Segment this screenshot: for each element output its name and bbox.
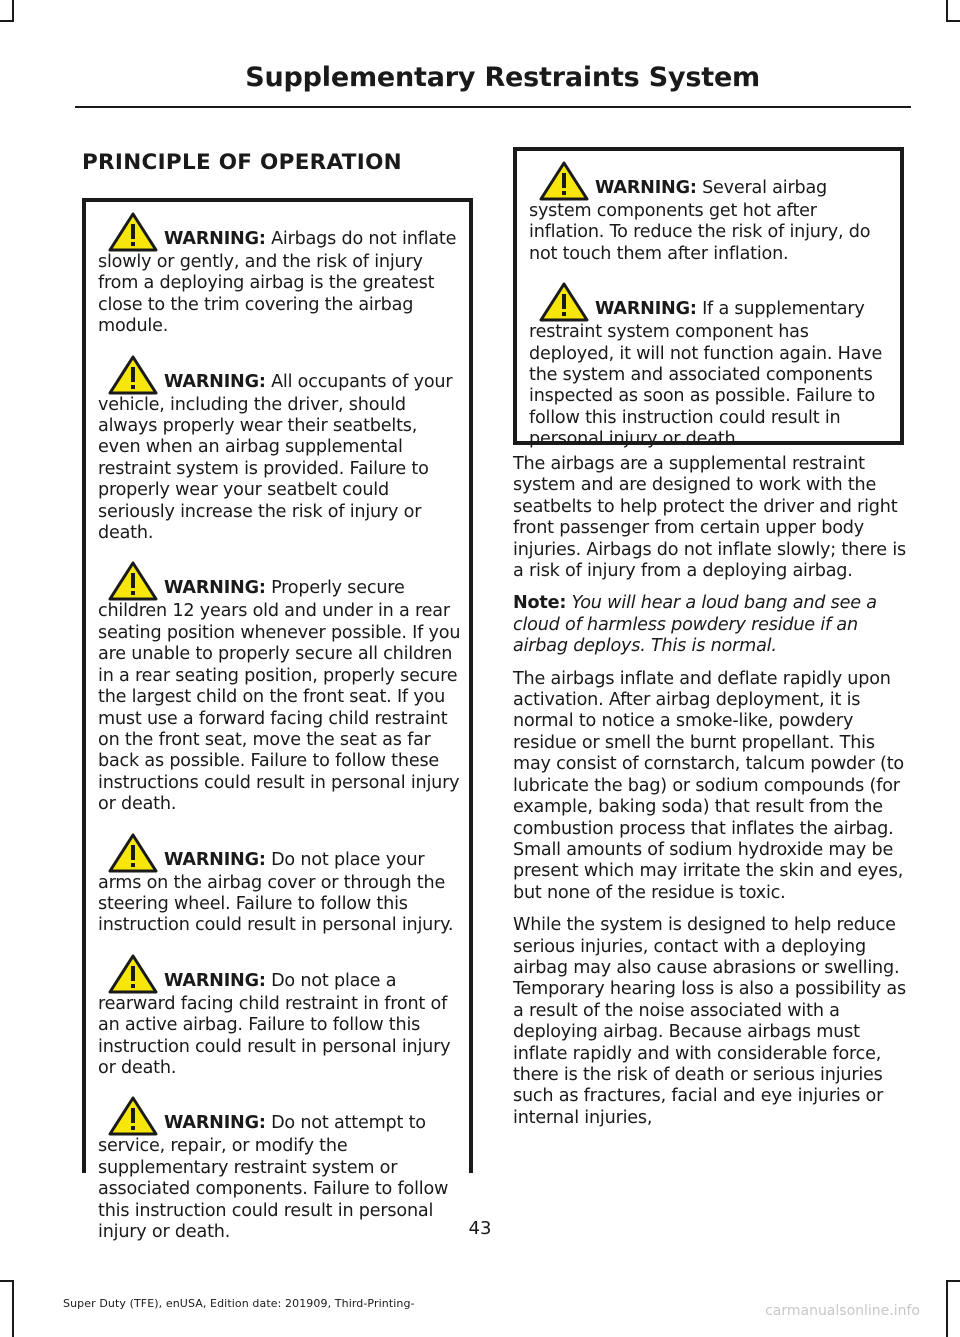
warning-item — [98, 833, 463, 937]
paragraph: While the system is designed to help reduce serious injuries, contact with a deploying airbag may also cause abrasions or swelling. Temporary hearing loss is also a possibility as a result of the noise associated with a deploying airbag. Because airbags must inflate rapidly and with considerable force, there is the risk of death or serious injuries such as fractures, facial and eye injuries or internal injuries, — [513, 915, 906, 1128]
warning-text: All occupants of your vehicle, including the driver, should always properly wear their seatbelts, even when an airbag supplemental restraint system is provided. Failure to properly wear your seatbelt could seriously increase the risk of injury or death. — [98, 371, 453, 544]
note-text: You will hear a loud bang and see a cloud of harmless powdery residue if an airbag deploys. This is normal. — [513, 593, 877, 657]
warning-label: WARNING: — [164, 578, 266, 599]
section-title: PRINCIPLE OF OPERATION — [82, 150, 402, 175]
warning-triangle-icon — [108, 833, 158, 873]
warning-text: Do not attempt to service, repair, or modify the supplementary restraint system or associated components. Failure to follow this instruction could result in personal injury or death. — [98, 1113, 449, 1242]
warning-item — [98, 561, 463, 815]
crop-mark — [946, 0, 948, 22]
crop-mark — [946, 20, 960, 22]
warning-list — [517, 151, 900, 451]
crop-mark — [12, 0, 14, 22]
crop-mark — [946, 1280, 960, 1282]
warning-label: WARNING: — [595, 178, 697, 198]
warning-triangle-icon — [108, 954, 158, 994]
warning-text: Do not place your arms on the airbag cover or through the steering wheel. Failure to follow this instruction could result in personal injury. — [98, 849, 454, 936]
page-number: 43 — [468, 1218, 492, 1239]
warning-item — [529, 282, 894, 450]
warning-box-right — [513, 147, 904, 450]
warning-text: Several airbag system components get hot after inflation. To reduce the risk of injury, do not touch them after inflation. — [529, 178, 871, 264]
warning-item — [98, 212, 463, 338]
warning-triangle-icon — [108, 212, 158, 252]
warning-box-left — [82, 198, 473, 1242]
warning-list — [86, 202, 469, 1243]
footer-edition: Super Duty (TFE), enUSA, Edition date: 201909, Third-Printing- — [63, 1297, 415, 1310]
warning-text: Do not place a rearward facing child restraint in front of an active airbag. Failure to follow this instruction could result in personal injury or death. — [98, 970, 451, 1078]
warning-item — [98, 355, 463, 545]
warning-text: Airbags do not inflate slowly or gently, and the risk of injury from a deploying airbag is the greatest close to the trim covering the airbag module. — [98, 229, 457, 337]
warning-triangle-icon — [108, 355, 158, 395]
note-label: Note: — [513, 593, 567, 614]
page-header-title: Supplementary Restraints System — [245, 62, 760, 93]
warning-triangle-icon — [539, 282, 589, 322]
crop-mark — [946, 1280, 948, 1337]
warning-label: WARNING: — [164, 229, 266, 249]
warning-triangle-icon — [539, 161, 589, 201]
paragraph: The airbags inflate and deflate rapidly upon activation. After airbag deployment, it is normal to notice a smoke-like, powdery residue or smell the burnt propellant. This may consist of cornstarch, talcum powder (to lubricate the bag) or sodium compounds (for example, baking soda) that result from the combustion process that inflates the airbag. Small amounts of sodium hydroxide may be present which may irritate the skin and eyes, but none of the residue is toxic. — [513, 668, 904, 903]
warning-label: WARNING: — [595, 299, 697, 320]
warning-text: If a supplementary restraint system component has deployed, it will not function again. Have the system and associated components inspected as soon as possible. Failure to follow this instruction could result in personal injury or death. — [529, 299, 883, 450]
warning-triangle-icon — [108, 561, 158, 601]
paragraph: The airbags are a supplemental restraint system and are designed to work with the seatbelts to help protect the driver and right front passenger from certain upper body injuries. Airbags do not inflate slowly; there is a risk of injury from a deploying airbag. — [513, 454, 906, 582]
note — [513, 593, 907, 657]
warning-item — [529, 161, 894, 265]
crop-mark — [12, 1280, 14, 1337]
watermark: carmanualsonline.info — [765, 1303, 920, 1319]
body-text — [513, 454, 907, 1140]
warning-label: WARNING: — [164, 970, 266, 991]
warning-triangle-icon — [108, 1096, 158, 1136]
warning-label: WARNING: — [164, 1113, 266, 1134]
header-divider — [75, 106, 911, 108]
warning-label: WARNING: — [164, 849, 266, 870]
crop-mark — [0, 20, 14, 22]
warning-label: WARNING: — [164, 371, 266, 392]
warning-item — [98, 954, 463, 1080]
crop-mark — [0, 1280, 14, 1282]
warning-text: Properly secure children 12 years old and under in a rear seating position whenever possible. If you are unable to properly secure all children in a rear seating position, properly secure the largest child on the front seat. If you must use a forward facing child restraint on the front seat, move the seat as far back as possible. Failure to follow these instructions could result in personal injury or death. — [98, 578, 461, 815]
